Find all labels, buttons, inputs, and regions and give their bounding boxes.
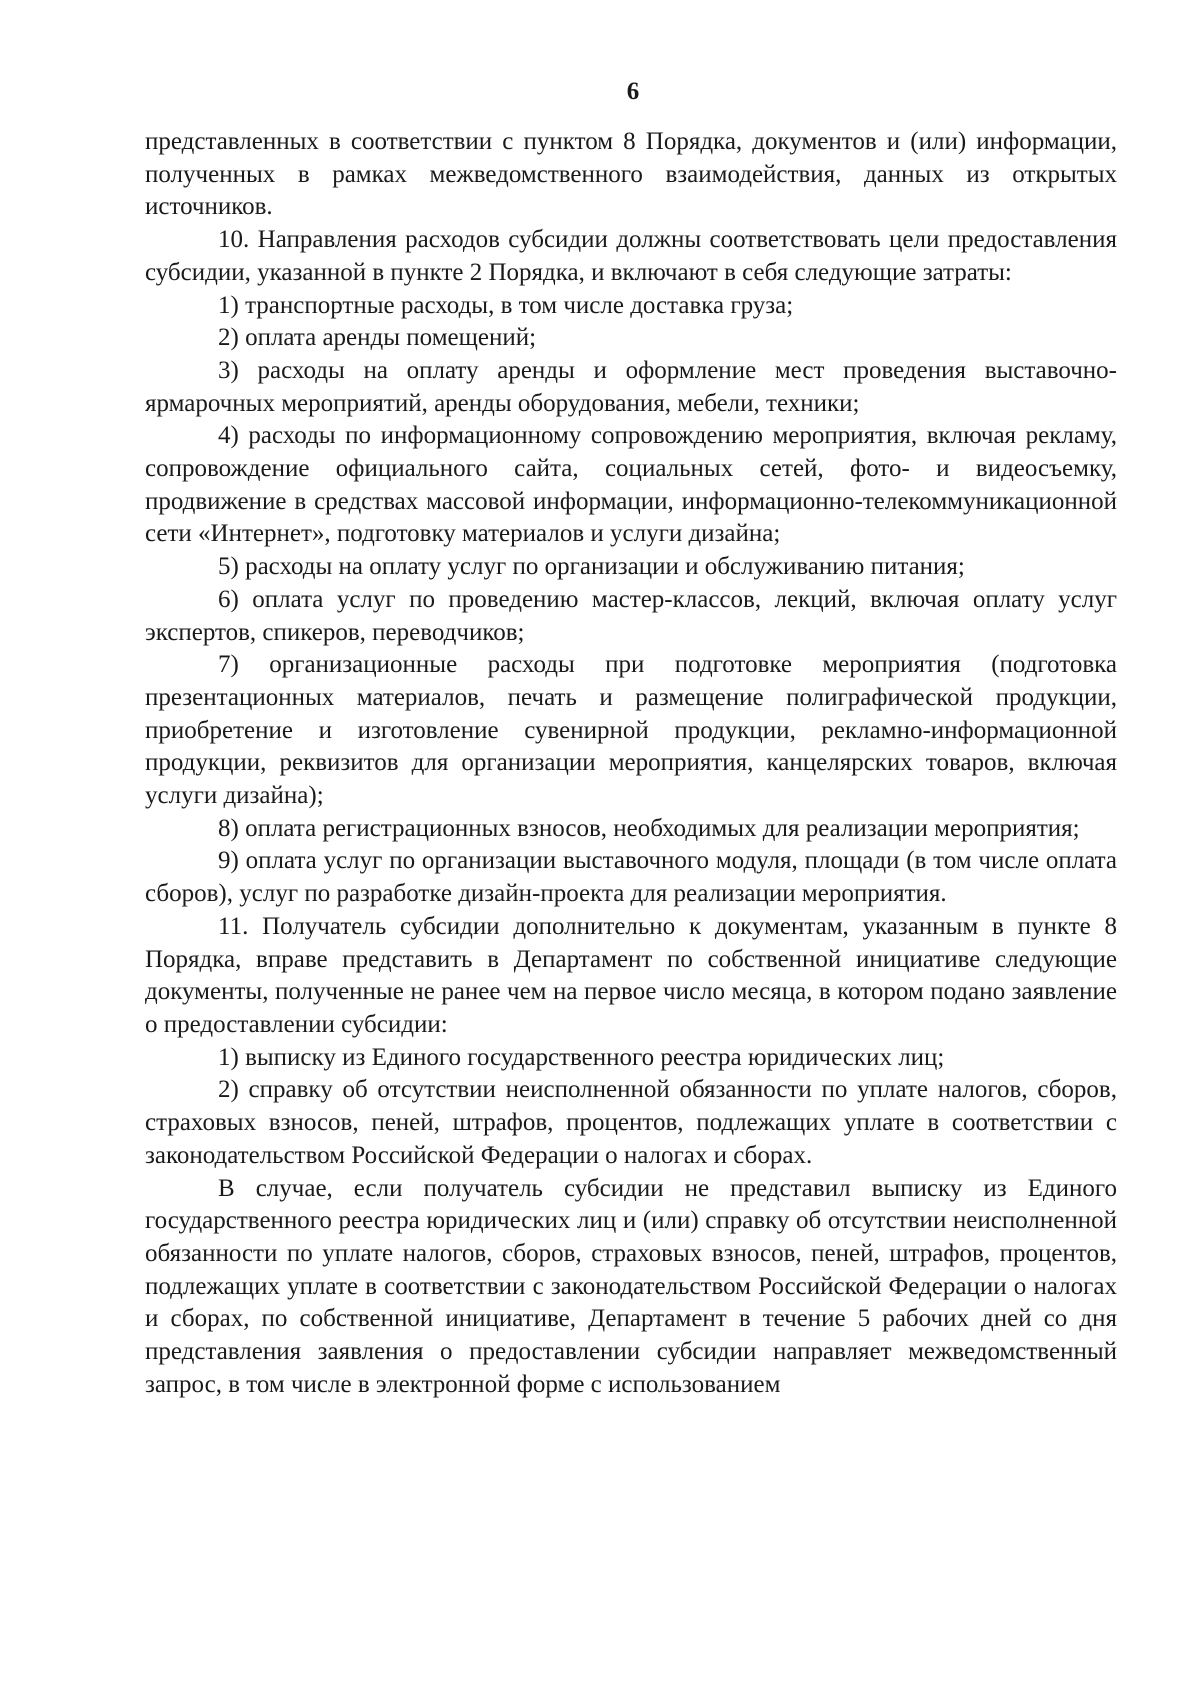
list-item-10-2: 2) оплата аренды помещений; bbox=[218, 324, 537, 352]
list-item-11-1: 1) выписку из Единого государственного реестра юридических лиц; bbox=[218, 1043, 945, 1071]
paragraph-item-10: 10. Направления расходов субсидии должны соответствовать цели предоставления субсидии, указанной в пункте 2 Порядка, и включают в себя следующие затраты: bbox=[145, 226, 1117, 286]
list-item-10-9: 9) оплата услуг по организации выставочного модуля, площади (в том числе оплата сборов), услуг по разработке дизайн-проекта для реализации мероприятия. bbox=[145, 847, 1117, 908]
list-item-10-3: 3) расходы на оплату аренды и оформление мест проведения выставочно-ярмарочных мероприятий, аренды оборудования, мебели, техники; bbox=[145, 356, 1117, 417]
list-item-11-2: 2) справку об отсутствии неисполненной обязанности по уплате налогов, сборов, страховых взносов, пеней, штрафов, процентов, подлежащих уплате в соответствии с законодательством Российской Федерации о налогах и сборах. bbox=[145, 1076, 1117, 1169]
list-item-10-6: 6) оплата услуг по проведению мастер-классов, лекций, включая оплату услуг экспертов, спикеров, переводчиков; bbox=[145, 585, 1117, 646]
list-item-10-7: 7) организационные расходы при подготовке мероприятия (подготовка презентационных материалов, печать и размещение полиграфической продукции, приобретение и изготовление сувенирной продукции, рекламно-информационной продукции, реквизитов для организации мероприятия, канцелярских товаров, включая услуги дизайна); bbox=[145, 651, 1117, 810]
paragraph-continuation: представленных в соответствии с пунктом 8 Порядка, документов и (или) информации, полученных в рамках межведомственного взаимодействия, данных из открытых источников. bbox=[145, 128, 1117, 221]
paragraph-item-11: 11. Получатель субсидии дополнительно к документам, указанным в пункте 8 Порядка, вправе представить в Департамент по собственной инициативе следующие документы, полученные не ранее чем на первое число месяца, в котором подано заявление о предоставлении субсидии: bbox=[145, 912, 1117, 1038]
list-item-10-8: 8) оплата регистрационных взносов, необходимых для реализации мероприятия; bbox=[218, 814, 1080, 842]
list-item-10-1: 1) транспортные расходы, в том числе доставка груза; bbox=[218, 291, 794, 319]
list-item-10-5: 5) расходы на оплату услуг по организации и обслуживанию питания; bbox=[218, 553, 965, 581]
page-number: 6 bbox=[626, 78, 640, 105]
document-body bbox=[145, 126, 1117, 1401]
paragraph-request: В случае, если получатель субсидии не представил выписку из Единого государственного реестра юридических лиц и (или) справку об отсутствии неисполненной обязанности по уплате налогов, сборов, страховых взносов, пеней, штрафов, процентов, подлежащих уплате в соответствии с законодательством Российской Федерации о налогах и сборах, по собственной инициативе, Департамент в течение 5 рабочих дней со дня представления заявления о предоставлении субсидии направляет межведомственный запрос, в том числе в электронной форме с использованием bbox=[145, 1174, 1117, 1398]
list-item-10-4: 4) расходы по информационному сопровождению мероприятия, включая рекламу, сопровождение официального сайта, социальных сетей, фото- и видеосъемку, продвижение в средствах массовой информации, информационно-телекоммуникационной сети «Интернет», подготовку материалов и услуги дизайна; bbox=[145, 422, 1117, 548]
